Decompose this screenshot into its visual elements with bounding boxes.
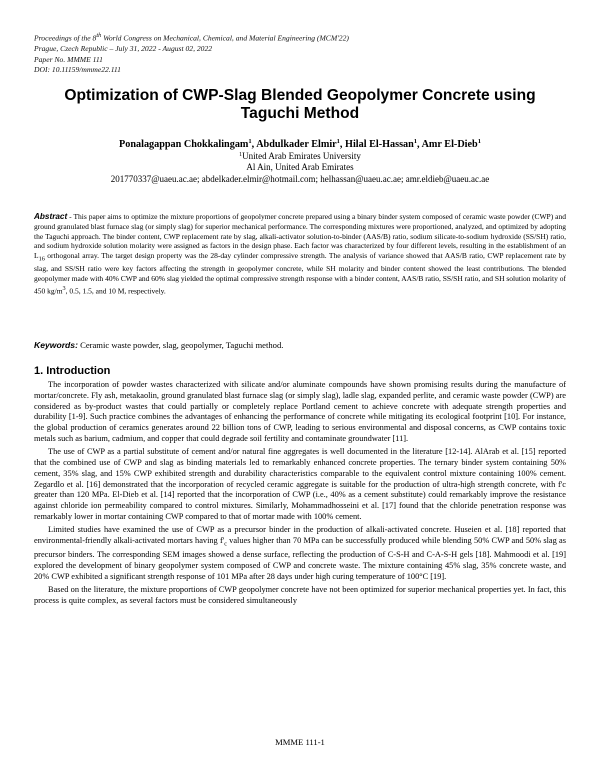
paper-title: Optimization of CWP-Slag Blended Geopolymer Concrete using Taguchi Method (64, 87, 536, 122)
header-location-date: Prague, Czech Republic – July 31, 2022 - August 02, 2022 (34, 44, 213, 54)
affiliation-location: Al Ain, United Arab Emirates (246, 162, 354, 173)
author: Amr El-Dieb$^1$ (421, 138, 481, 150)
author: Hilal El-Hassan$^1$, (345, 138, 422, 150)
header-paper-number: Paper No. MMME 111 (34, 54, 103, 64)
author-list (20, 135, 580, 151)
introduction-body (34, 380, 566, 609)
abstract: Abstract - This paper aims to optimize the mixture proportions of geopolymer concrete prepared using a binary binder system composed of ceramic waste powder (CWP) and ground granulated blast furnace slag (or simply slag) for superior mechanical performance. The corresponding mixtures were proportioned, analyzed, and optimized by adopting the Taguchi approach. The binder content, CWP replacement rate by slag, alkali-activator solution-to-binder (AAS/B) ratio, sodium silicate-to-sodium hydroxide (SS/SH) ratio, and sodium hydroxide solution molarity were assigned as factors in the design phase. Each factor was characterized by four different levels, resulting in the establishment of an $L_{16}$ orthogonal array. The target design property was the 28-day cylinder compressive strength. The analysis of variance showed that AAS/B ratio, CWP replacement rate by slag, and SS/SH ratio were key factors affecting the strength in geopolymer concrete, while SH molarity and binder content showed the least contributions. The blended geopolymer made with 40% CWP and 60% slag yielded the optimal compressive strength response with a binder content, AAS/B ratio, SS/SH ratio, and SH solution molarity of 450 $kg/m^3$, 0.5, 1.5, and 10 M, respectively. (34, 212, 566, 296)
header-conference: Proceedings of the 8th World Congress on Mechanical, Chemical, and Material Engineering (MCM'22) (34, 32, 349, 43)
author-emails: 201770337@uaeu.ac.ae; abdelkader.elmir@hotmail.com; helhassan@uaeu.ac.ae; amr.eldieb@uaeu.ac.ae (110, 173, 490, 184)
affiliation (20, 150, 580, 185)
paragraph: The incorporation of powder wastes characterized with silicate and/or aluminate compounds have shown promising results during the manufacture of mortar/concrete. Fly ash, metakaolin, ground granulated blast furnace slag (or simply slag), ladle slag, expanded perlite, and ceramic waste powder (CWP) are considered as by-product wastes that could partially or completely replace Portland cement to achieve concrete with adequate strength properties and durability [1-9]. Such practice combines the advantages of enhancing the performance of concrete while mitigating its ecological footprint [10]. For instance, the global production of ceramics generates around 22 billion tons of CWP, leading to serious environmental and disposal concerns, as CWP contains toxic metals such as barium, cadmium, and copper that could degrade soil fertility and contaminate groundwater [11]. (34, 380, 566, 444)
keywords: Keywords: Ceramic waste powder, slag, geopolymer, Taguchi method. (34, 340, 284, 350)
affiliation-institution: $^1$United Arab Emirates University (239, 151, 361, 161)
paragraph: The use of CWP as a partial substitute of cement and/or natural fine aggregates is well documented in the literature [12-14]. AlArab et al. [15] reported that the combined use of CWP and slag as binding materials led to remarkably enhanced concrete properties. The ternary binder system containing 50% cement, 35% slag, and 15% CWP exhibited strength and durability characteristics comparable to the equivalent control mixture containing 100% cement. Zegardlo et al. [16] demonstrated that the incorporation of recycled ceramic aggregate is suitable for the production of ultra-high strength concrete, with f'c greater than 120 MPa. El-Dieb et al. [14] reported that the incorporation of CWP (i.e., 40% as a cement substitute) could remarkably improve the resistance against chloride ion permeability compared to control mixtures. Similarly, Mohammadhosseini et al. [17] found that the chloride penetration response was remarkably lower in mortar containing CWP compared to that of mortar made with 100% cement. (34, 447, 566, 521)
paragraph: Limited studies have examined the use of CWP as a precursor binder in the production of alkali-activated concrete. Huseien et al. [18] reported that environmental-friendly alkali-activated mortars having $f'_c$ values higher than 70 MPa can be successfully produced while blending 50% CWP and 50% slag as precursor binders. The corresponding SEM images showed a dense surface, reflecting the production of C-S-H and C-A-S-H gels [18]. Mahmoodi et al. [19] explored the development of binary geopolymer system composed of CWP and concrete waste. The mixture containing 45% slag, 35% concrete waste, and 20% CWP exhibited a significant strength response of 101 MPa after 28 days under high curing temperature of 100°C [19]. (34, 524, 566, 581)
paragraph: Based on the literature, the mixture proportions of CWP geopolymer concrete have not been optimized for superior mechanical properties yet. In fact, this process is quite complex, as several factors must be considered simultaneously (34, 584, 566, 605)
proceedings-header (34, 31, 574, 76)
keywords-label: Keywords: (34, 340, 78, 350)
section-heading-introduction: 1. Introduction (34, 365, 111, 377)
author: Abdulkader Elmir$^1$, (256, 138, 346, 150)
header-doi: DOI: 10.11159/mmme22.111 (34, 65, 121, 75)
author: Ponalagappan Chokkalingam$^1$, (119, 138, 257, 150)
abstract-label: Abstract (34, 212, 68, 221)
page-footer: MMME 111-1 (275, 737, 325, 747)
